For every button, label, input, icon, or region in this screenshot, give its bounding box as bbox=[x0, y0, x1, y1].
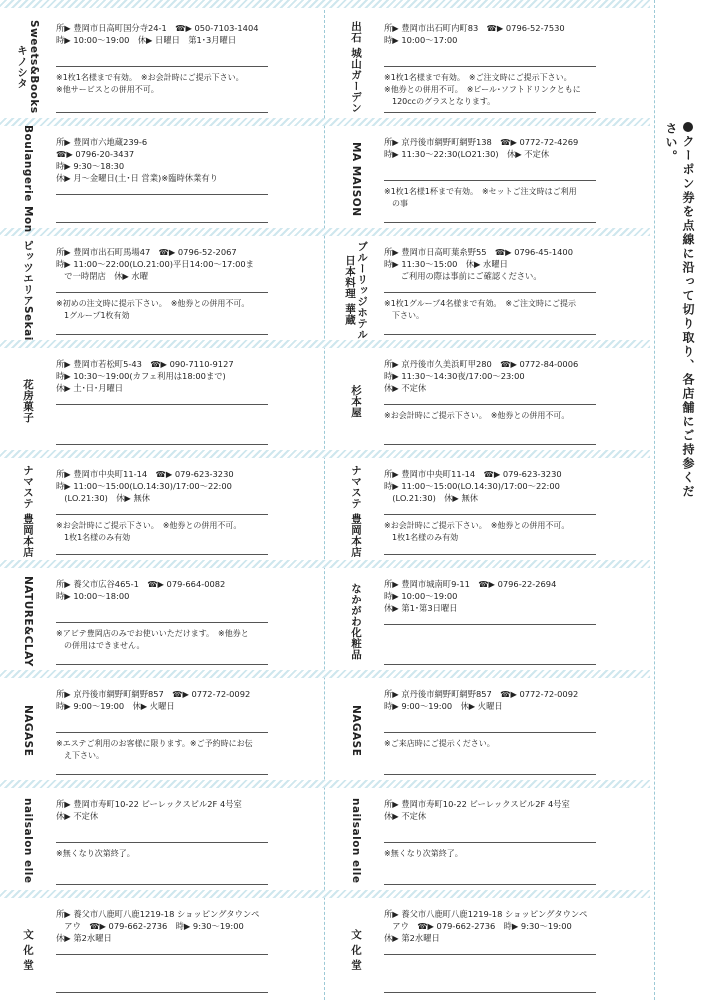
coupon-note: ※お会計時にご提示下さい。 ※他券との併用不可。 bbox=[384, 411, 570, 420]
shop-info: 所▶ 養父市八鹿町八鹿1219-18 ショッピングタウンペ アウ ☎▶ 079-662-2736 時▶ 9:30〜19:00 休▶ 第2水曜日 bbox=[384, 909, 588, 943]
shop-info: 所▶ 京丹後市久美浜町甲280 ☎▶ 0772-84-0006 時▶ 11:30〜14:30夜/17:00〜23:00 休▶ 不定休 bbox=[384, 359, 579, 393]
shop-info: 所▶ 豊岡市出石町馬場47 ☎▶ 0796-52-2067 時▶ 11:00〜22:00(LO.21:00)平日14:00〜17:00ま で一時閉店 休▶ 水曜 bbox=[56, 247, 254, 281]
separator-line bbox=[384, 554, 596, 555]
shop-name bbox=[334, 238, 378, 342]
shop-info: 所▶ 豊岡市六地蔵239-6 ☎▶ 0796-20-3437 時▶ 9:30〜18:30 休▶ 月〜金曜日(土･日 営業)※臨時休業有り bbox=[56, 137, 218, 183]
separator-line bbox=[56, 554, 268, 555]
bullet-icon bbox=[683, 122, 693, 132]
shop-name bbox=[6, 570, 50, 672]
shop-info: 所▶ 豊岡市中央町11-14 ☎▶ 079-623-3230 時▶ 11:00〜15:00(LO.14:30)/17:00〜22:00 (LO.21:30) 休▶ 無休 bbox=[56, 469, 234, 503]
coupon-card[interactable] bbox=[328, 570, 650, 672]
shop-name bbox=[6, 14, 50, 120]
coupon-card[interactable] bbox=[328, 900, 650, 1000]
shop-name-text: ブルーリッジホテル 日本料理 華蔵 bbox=[344, 240, 369, 340]
shop-info: 所▶ 京丹後市網野町網野138 ☎▶ 0772-72-4269 時▶ 11:30〜22:30(LO21:30) 休▶ 不定休 bbox=[384, 137, 579, 159]
separator-line bbox=[384, 444, 596, 445]
coupon-card[interactable] bbox=[0, 14, 322, 120]
shop-name bbox=[334, 14, 378, 120]
separator-line bbox=[384, 954, 596, 955]
shop-info: 所▶ 養父市八鹿町八鹿1219-18 ショッピングタウンペ アウ ☎▶ 079-662-2736 時▶ 9:30〜19:00 休▶ 第2水曜日 bbox=[56, 909, 260, 943]
separator-line bbox=[384, 404, 596, 405]
shop-info: 所▶ 豊岡市寿町10-22 ビーレックスビル2F 4号室 休▶ 不定休 bbox=[384, 799, 570, 821]
shop-name bbox=[6, 460, 50, 562]
coupon-card[interactable] bbox=[328, 128, 650, 230]
separator-line bbox=[56, 842, 268, 843]
separator-line bbox=[384, 992, 596, 993]
shop-name bbox=[334, 460, 378, 562]
separator-line bbox=[56, 732, 268, 733]
shop-name-text: nailsalon elle bbox=[350, 798, 363, 884]
separator-line bbox=[384, 292, 596, 293]
coupon-card[interactable] bbox=[328, 790, 650, 892]
separator-line bbox=[384, 334, 596, 335]
shop-info: 所▶ 豊岡市出石町内町83 ☎▶ 0796-52-7530 時▶ 10:00〜17:00 bbox=[384, 23, 565, 45]
coupon-card[interactable] bbox=[328, 238, 650, 342]
coupon-card[interactable] bbox=[0, 350, 322, 452]
coupon-card[interactable] bbox=[0, 900, 322, 1000]
shop-info: 所▶ 豊岡市寿町10-22 ビーレックスビル2F 4号室 休▶ 不定休 bbox=[56, 799, 242, 821]
coupon-card[interactable] bbox=[328, 350, 650, 452]
separator-line bbox=[56, 954, 268, 955]
separator-line bbox=[384, 774, 596, 775]
separator-line bbox=[384, 732, 596, 733]
shop-name-text: Boulangerie Mon bbox=[22, 125, 35, 233]
coupon-note: ※1枚1名様まで有効。 ※お会計時にご提示下さい。 ※他サービスとの併用不可。 bbox=[56, 73, 244, 94]
coupon-note: ※1枚1名様まで有効。 ※ご注文時にご提示下さい。 ※他券との併用不可。 ※ビール･ソフトドリンクともに 120ccのグラスとなります。 bbox=[384, 73, 581, 106]
separator-line bbox=[56, 774, 268, 775]
separator-line bbox=[56, 514, 268, 515]
coupon-note: ※無くなり次第終了。 bbox=[56, 849, 135, 858]
shop-name-text: ナマステ 豊岡本店 bbox=[350, 464, 363, 558]
separator-line bbox=[56, 622, 268, 623]
coupon-card[interactable] bbox=[0, 790, 322, 892]
coupon-note: ※アビテ豊岡店のみでお使いいただけます。 ※他券と の併用はできません。 bbox=[56, 629, 249, 650]
shop-name-text: ピッツエリアSekai bbox=[22, 239, 35, 341]
cut-line-vertical-center bbox=[324, 0, 325, 1000]
separator-line bbox=[56, 884, 268, 885]
coupon-note: ※エステご利用のお客様に限ります。※ご予約時にお伝 え下さい。 bbox=[56, 739, 253, 760]
coupon-card[interactable] bbox=[328, 14, 650, 120]
shop-name-text: 文 化 堂 bbox=[350, 929, 363, 971]
coupon-note: ※1枚1名様1杯まで有効。 ※セットご注文時はご利用 の事 bbox=[384, 187, 577, 208]
shop-name-text: なかがわ化粧品 bbox=[350, 582, 363, 660]
separator-line bbox=[56, 404, 268, 405]
coupon-note: ※お会計時にご提示下さい。 ※他券との併用不可。 1枚1名様のみ有効 bbox=[56, 521, 242, 542]
separator-line bbox=[384, 884, 596, 885]
shop-name bbox=[334, 350, 378, 452]
shop-info: 所▶ 豊岡市城南町9-11 ☎▶ 0796-22-2694 時▶ 10:00〜19:00 休▶ 第1･第3日曜日 bbox=[384, 579, 557, 613]
shop-info: 所▶ 京丹後市網野町網野857 ☎▶ 0772-72-0092 時▶ 9:00〜19:00 休▶ 火曜日 bbox=[56, 689, 251, 711]
shop-name bbox=[6, 125, 50, 233]
coupon-note: ※1枚1グループ4名様まで有効。 ※ご注文時にご提示 下さい。 bbox=[384, 299, 577, 320]
coupon-card[interactable] bbox=[328, 680, 650, 782]
shop-info: 所▶ 豊岡市若松町5-43 ☎▶ 090-7110-9127 時▶ 10:30〜19:00(カフェ利用は18:00まで) 休▶ 土･日･月曜日 bbox=[56, 359, 234, 393]
separator-line bbox=[56, 444, 268, 445]
shop-name-text: 文 化 堂 bbox=[22, 929, 35, 971]
separator-line bbox=[56, 112, 268, 113]
shop-info: 所▶ 豊岡市日高町葉糸野55 ☎▶ 0796-45-1400 時▶ 11:30〜15:00 休▶ 水曜日 ご利用の際は事前にご確認ください。 bbox=[384, 247, 573, 281]
shop-name-text: 出石 城山ガーデン bbox=[350, 20, 363, 114]
shop-name-text: NATURE&CLAY bbox=[22, 575, 35, 667]
shop-info: 所▶ 豊岡市日高町国分寺24-1 ☎▶ 050-7103-1404 時▶ 10:00〜19:00 休▶ 日曜日 第1･3月曜日 bbox=[56, 23, 259, 45]
shop-name bbox=[334, 680, 378, 782]
shop-name bbox=[6, 238, 50, 342]
separator-line bbox=[384, 514, 596, 515]
separator-line bbox=[56, 66, 268, 67]
shop-name-text: MA MAISON bbox=[350, 141, 363, 217]
shop-name bbox=[334, 128, 378, 230]
shop-name bbox=[6, 900, 50, 1000]
separator-line bbox=[56, 292, 268, 293]
stripe-divider bbox=[0, 0, 650, 8]
coupon-note: ※ご来店時にご提示ください。 bbox=[384, 739, 495, 748]
separator-line bbox=[384, 112, 596, 113]
coupon-card[interactable] bbox=[328, 460, 650, 562]
separator-line bbox=[384, 664, 596, 665]
separator-line bbox=[56, 664, 268, 665]
separator-line bbox=[56, 222, 268, 223]
coupon-note: ※無くなり次第終了。 bbox=[384, 849, 463, 858]
separator-line bbox=[56, 992, 268, 993]
shop-name bbox=[6, 350, 50, 452]
coupon-card[interactable] bbox=[0, 238, 322, 342]
separator-line bbox=[384, 66, 596, 67]
side-instruction-text: クーポン券を点線に沿って切り取り、各店舗にご持参ください。 bbox=[664, 122, 695, 499]
coupon-card[interactable] bbox=[0, 680, 322, 782]
coupon-card[interactable] bbox=[0, 460, 322, 562]
shop-name-text: 花房菓子 bbox=[22, 379, 35, 423]
shop-name-text: NAGASE bbox=[350, 705, 363, 757]
separator-line bbox=[56, 194, 268, 195]
shop-name bbox=[334, 900, 378, 1000]
shop-name-text: NAGASE bbox=[22, 705, 35, 757]
side-instruction bbox=[660, 122, 700, 502]
coupon-note: ※初めの注文時に提示下さい。 ※他券との併用不可。 1グループ1枚有効 bbox=[56, 299, 250, 320]
separator-line bbox=[56, 334, 268, 335]
shop-name bbox=[6, 790, 50, 892]
shop-info: 所▶ 京丹後市網野町網野857 ☎▶ 0772-72-0092 時▶ 9:00〜19:00 休▶ 火曜日 bbox=[384, 689, 579, 711]
shop-name-text: nailsalon elle bbox=[22, 798, 35, 884]
shop-info: 所▶ 養父市広谷465-1 ☎▶ 079-664-0082 時▶ 10:00〜18:00 bbox=[56, 579, 226, 601]
coupon-card[interactable] bbox=[0, 125, 322, 233]
shop-name bbox=[6, 680, 50, 782]
coupon-note: ※お会計時にご提示下さい。 ※他券との併用不可。 1枚1名様のみ有効 bbox=[384, 521, 570, 542]
separator-line bbox=[384, 180, 596, 181]
shop-name-text: 杉本屋 bbox=[350, 384, 363, 418]
shop-name bbox=[334, 570, 378, 672]
separator-line bbox=[384, 842, 596, 843]
shop-name bbox=[334, 790, 378, 892]
shop-info: 所▶ 豊岡市中央町11-14 ☎▶ 079-623-3230 時▶ 11:00〜15:00(LO.14:30)/17:00〜22:00 (LO.21:30) 休▶ 無休 bbox=[384, 469, 562, 503]
coupon-card[interactable] bbox=[0, 570, 322, 672]
shop-name-text: ナマステ 豊岡本店 bbox=[22, 464, 35, 558]
separator-line bbox=[384, 624, 596, 625]
separator-line bbox=[384, 222, 596, 223]
cut-line-vertical-right bbox=[654, 0, 655, 1000]
shop-name-text: Sweets&Books キノシタ bbox=[16, 20, 41, 114]
